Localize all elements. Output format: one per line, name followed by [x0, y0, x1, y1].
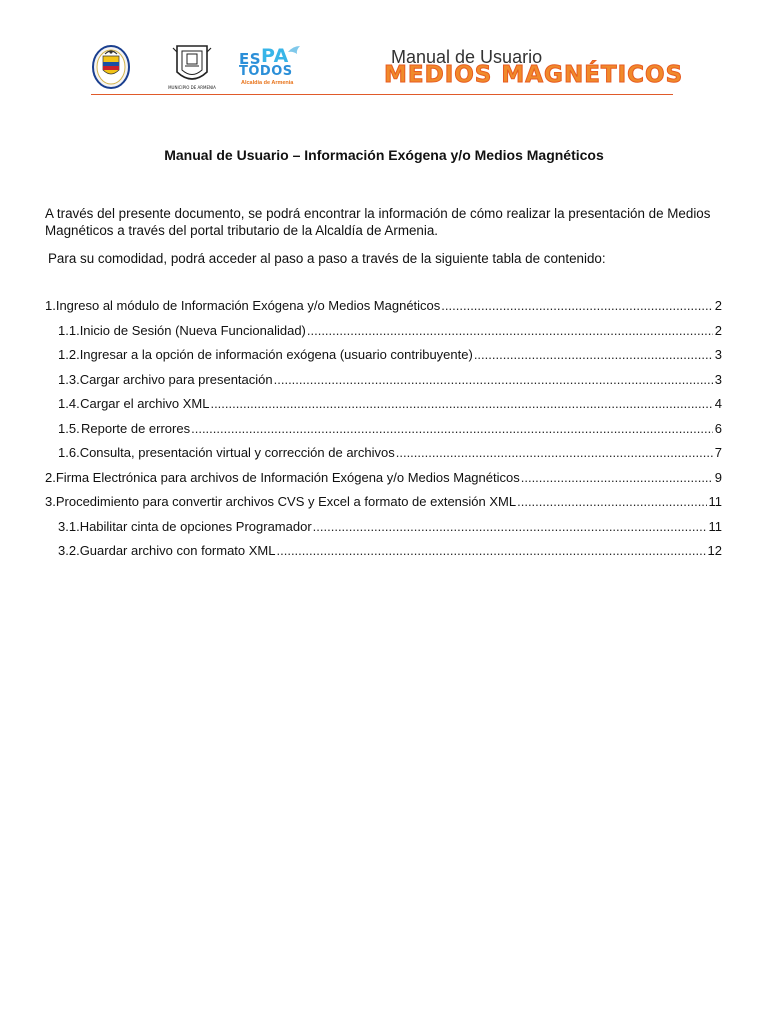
toc-entry-label: Consulta, presentación virtual y corrección de archivos	[79, 445, 395, 460]
espatodos-subtitle: Alcaldía de Armenia	[241, 80, 294, 86]
toc-entry[interactable]	[58, 323, 722, 341]
toc-entry[interactable]	[58, 396, 722, 414]
toc-entry-page: 2	[714, 298, 722, 313]
toc-entry-label: Habilitar cinta de opciones Programador	[79, 518, 312, 534]
toc-entry-number: 3.2.	[58, 543, 80, 558]
toc-entry[interactable]	[45, 298, 722, 316]
toc-leader-dots	[517, 494, 706, 509]
toc-entry[interactable]	[58, 347, 722, 365]
espatodos-pa: PA	[261, 45, 289, 67]
toc-intro-paragraph: Para su comodidad, podrá acceder al paso a paso a través de la siguiente tabla de contenido:	[48, 251, 606, 266]
toc-entry-number: 1.3.	[58, 371, 80, 387]
toc-entry-label: Cargar archivo para presentación	[79, 371, 273, 387]
header-divider	[91, 94, 673, 95]
toc-entry-number: 1.4.	[58, 396, 80, 411]
toc-leader-dots	[521, 470, 713, 485]
toc-entry-page: 3	[714, 371, 722, 387]
espatodos-logo	[237, 42, 303, 90]
toc-entry-page: 7	[714, 445, 722, 460]
toc-entry-label: Inicio de Sesión (Nueva Funcionalidad)	[79, 322, 306, 338]
toc-entry-number: 1.2.	[58, 347, 80, 362]
toc-entry-label: Guardar archivo con formato XML	[79, 543, 276, 558]
toc-entry-label: Firma Electrónica para archivos de Información Exógena y/o Medios Magnéticos	[55, 469, 520, 485]
toc-entry-number: 2.	[45, 469, 56, 485]
intro-paragraph: A través del presente documento, se podrá encontrar la información de cómo realizar la presentación de Medios Magnéticos a través del portal tributario de la Alcaldía de Armenia.	[45, 206, 711, 238]
toc-leader-dots	[191, 421, 713, 436]
espatodos-todos: TODOS	[239, 64, 293, 79]
toc-entry-label: Ingresar a la opción de información exógena (usuario contribuyente)	[79, 347, 473, 362]
toc-leader-dots	[307, 323, 713, 338]
toc-entry-page: 11	[708, 494, 722, 509]
page-header	[0, 0, 768, 100]
toc-entry-number: 1.6.	[58, 445, 80, 460]
toc-entry-number: 3.1.	[58, 518, 80, 534]
header-manual-title: Manual de Usuario	[391, 47, 543, 67]
toc-entry[interactable]	[45, 470, 722, 488]
toc-entry-number: 3.	[45, 494, 56, 509]
toc-leader-dots	[396, 445, 713, 460]
toc-leader-dots	[441, 298, 712, 313]
toc-entry-label: Reporte de errores	[80, 420, 191, 436]
toc-entry[interactable]	[58, 519, 722, 537]
municipio-armenia-shield-logo	[167, 42, 217, 92]
toc-entry[interactable]	[58, 543, 722, 561]
toc-entry-page: 6	[714, 420, 722, 436]
toc-leader-dots	[474, 347, 713, 362]
toc-entry-label: Procedimiento para convertir archivos CVS y Excel a formato de extensión XML	[55, 494, 517, 509]
toc-entry-label: Cargar el archivo XML	[80, 396, 210, 411]
toc-entry-number: 1.1.	[58, 322, 80, 338]
toc-entry-page: 11	[708, 518, 722, 534]
toc-entry-page: 12	[707, 543, 722, 558]
toc-entry-page: 4	[714, 396, 722, 411]
colombia-coat-of-arms-logo	[91, 44, 131, 90]
toc-entry[interactable]	[58, 372, 722, 390]
toc-entry[interactable]	[58, 421, 722, 439]
toc-entry-label: Ingreso al módulo de Información Exógena y/o Medios Magnéticos	[55, 298, 441, 313]
toc-entry[interactable]	[45, 494, 722, 512]
toc-leader-dots	[210, 396, 712, 411]
header-medios-title: MEDIOS MAGNÉTICOS	[384, 62, 684, 88]
toc-entry-number: 1.5.	[58, 420, 80, 436]
toc-entry-page: 3	[714, 347, 722, 362]
toc-entry-page: 2	[714, 322, 722, 338]
toc-entry-page: 9	[714, 469, 722, 485]
espatodos-es: ES	[239, 50, 262, 68]
toc-entry[interactable]	[58, 445, 722, 463]
toc-leader-dots	[274, 372, 713, 387]
toc-leader-dots	[313, 519, 707, 534]
toc-leader-dots	[277, 543, 706, 558]
municipio-logo-text: MUNICIPIO DE ARMENIA	[168, 85, 216, 90]
document-title: Manual de Usuario – Información Exógena y/o Medios Magnéticos	[164, 147, 604, 163]
bird-icon	[287, 44, 301, 58]
toc-entry-number: 1.	[45, 298, 56, 313]
